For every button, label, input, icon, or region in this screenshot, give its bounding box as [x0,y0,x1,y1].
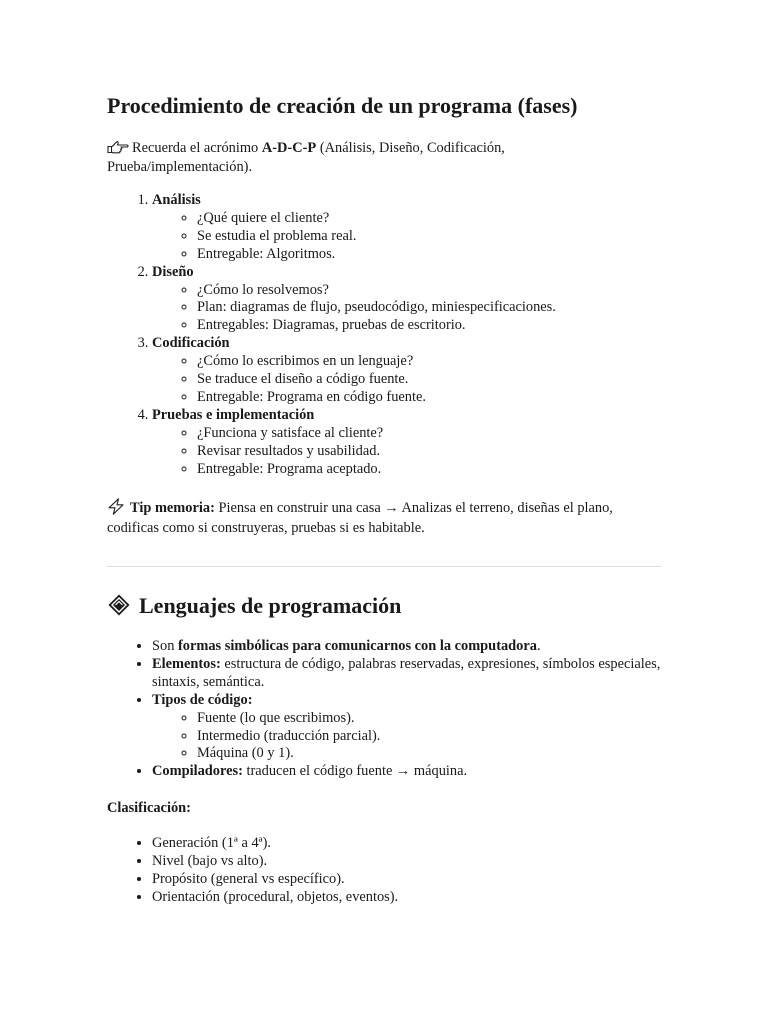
phase-name: Análisis [152,192,201,208]
section-divider [107,566,661,567]
list-item: ◦ Entregables: Diagramas, pruebas de escritorio. [197,317,672,335]
list-item: ◦ Se traduce el diseño a código fuente. [197,371,672,389]
intro-text-before: Recuerda el acrónimo [132,140,262,156]
classification-list [107,835,662,907]
bullet-text: traducen el código fuente → máquina. [242,763,468,780]
page-title: Procedimiento de creación de un programa (fases) [107,93,578,118]
list-item [152,692,662,764]
list-item: • Nivel (bajo vs alto). [152,853,662,871]
list-item: ◦ Plan: diagramas de flujo, pseudocódigo, miniespecificaciones. [197,299,672,317]
list-item: • Propósito (general vs específico). [152,871,662,889]
section-title [107,592,401,620]
list-item: ◦ Revisar resultados y usabilidad. [197,443,672,461]
list-item: ◦ ¿Qué quiere el cliente? [197,210,672,228]
bullet-label: Compiladores: [152,763,243,780]
phase-name: Diseño [152,263,194,280]
lightning-icon [107,498,125,515]
phase-sublist [152,210,672,264]
list-item: ◦ Fuente (lo que escribimos). [197,710,662,728]
list-item: ◦ Se estudia el problema real. [197,228,672,246]
phase-sublist [152,282,672,336]
classification-title: Clasificación: [107,800,191,816]
code-types-sublist [152,710,662,764]
phase-item [152,335,672,407]
list-item [152,763,662,781]
bullet-text: . [536,638,541,654]
phase-item [152,264,672,336]
bullet-bold: formas simbólicas para comunicarnos con la computadora [178,638,537,654]
list-item: • Generación (1ª a 4ª). [152,835,662,853]
list-item: ◦ Intermedio (traducción parcial). [197,728,662,746]
intro-text-after: (Análisis, Diseño, Codificación, Prueba/implementación). [107,140,505,175]
list-item [152,638,662,656]
bullet-label: Elementos: [152,655,221,672]
list-item: ◦ ¿Cómo lo escribimos en un lenguaje? [197,353,672,371]
phase-name: Pruebas e implementación [152,406,315,423]
bullet-text: estructura de código, palabras reservadas, expresiones, símbolos especiales, sintaxis, semántica. [152,655,661,690]
phase-name: Codificación [152,335,230,352]
intro-acronym: A-D-C-P [261,140,317,156]
section-title-text: Lenguajes de programación [139,593,402,618]
list-item: ◦ Entregable: Programa aceptado. [197,461,672,479]
pointing-hand-icon [107,140,129,154]
phase-sublist [152,353,672,407]
tip-text: Piensa en construir una casa → Analizas el terreno, diseñas el plano, codificas como si construyeras, pruebas si es habitable. [107,500,613,536]
list-item: ◦ ¿Cómo lo resolvemos? [197,282,672,300]
list-item: ◦ Entregable: Algoritmos. [197,246,672,264]
list-item [152,656,662,692]
tip-label: Tip memoria: [130,500,215,516]
phase-item [152,407,672,479]
diamond-icon [107,593,131,617]
bullet-label: Tipos de código: [152,691,253,708]
bullet-text: Son [152,638,178,654]
list-item: • Orientación (procedural, objetos, eventos). [152,889,662,907]
intro-paragraph [107,139,647,176]
list-item: ◦ ¿Funciona y satisface al cliente? [197,425,672,443]
phase-sublist [152,425,672,479]
languages-list [107,638,662,781]
list-item: ◦ Entregable: Programa en código fuente. [197,389,672,407]
tip-paragraph [107,498,663,538]
phases-list [107,192,672,479]
list-item: ◦ Máquina (0 y 1). [197,745,662,763]
phase-item [152,192,672,264]
